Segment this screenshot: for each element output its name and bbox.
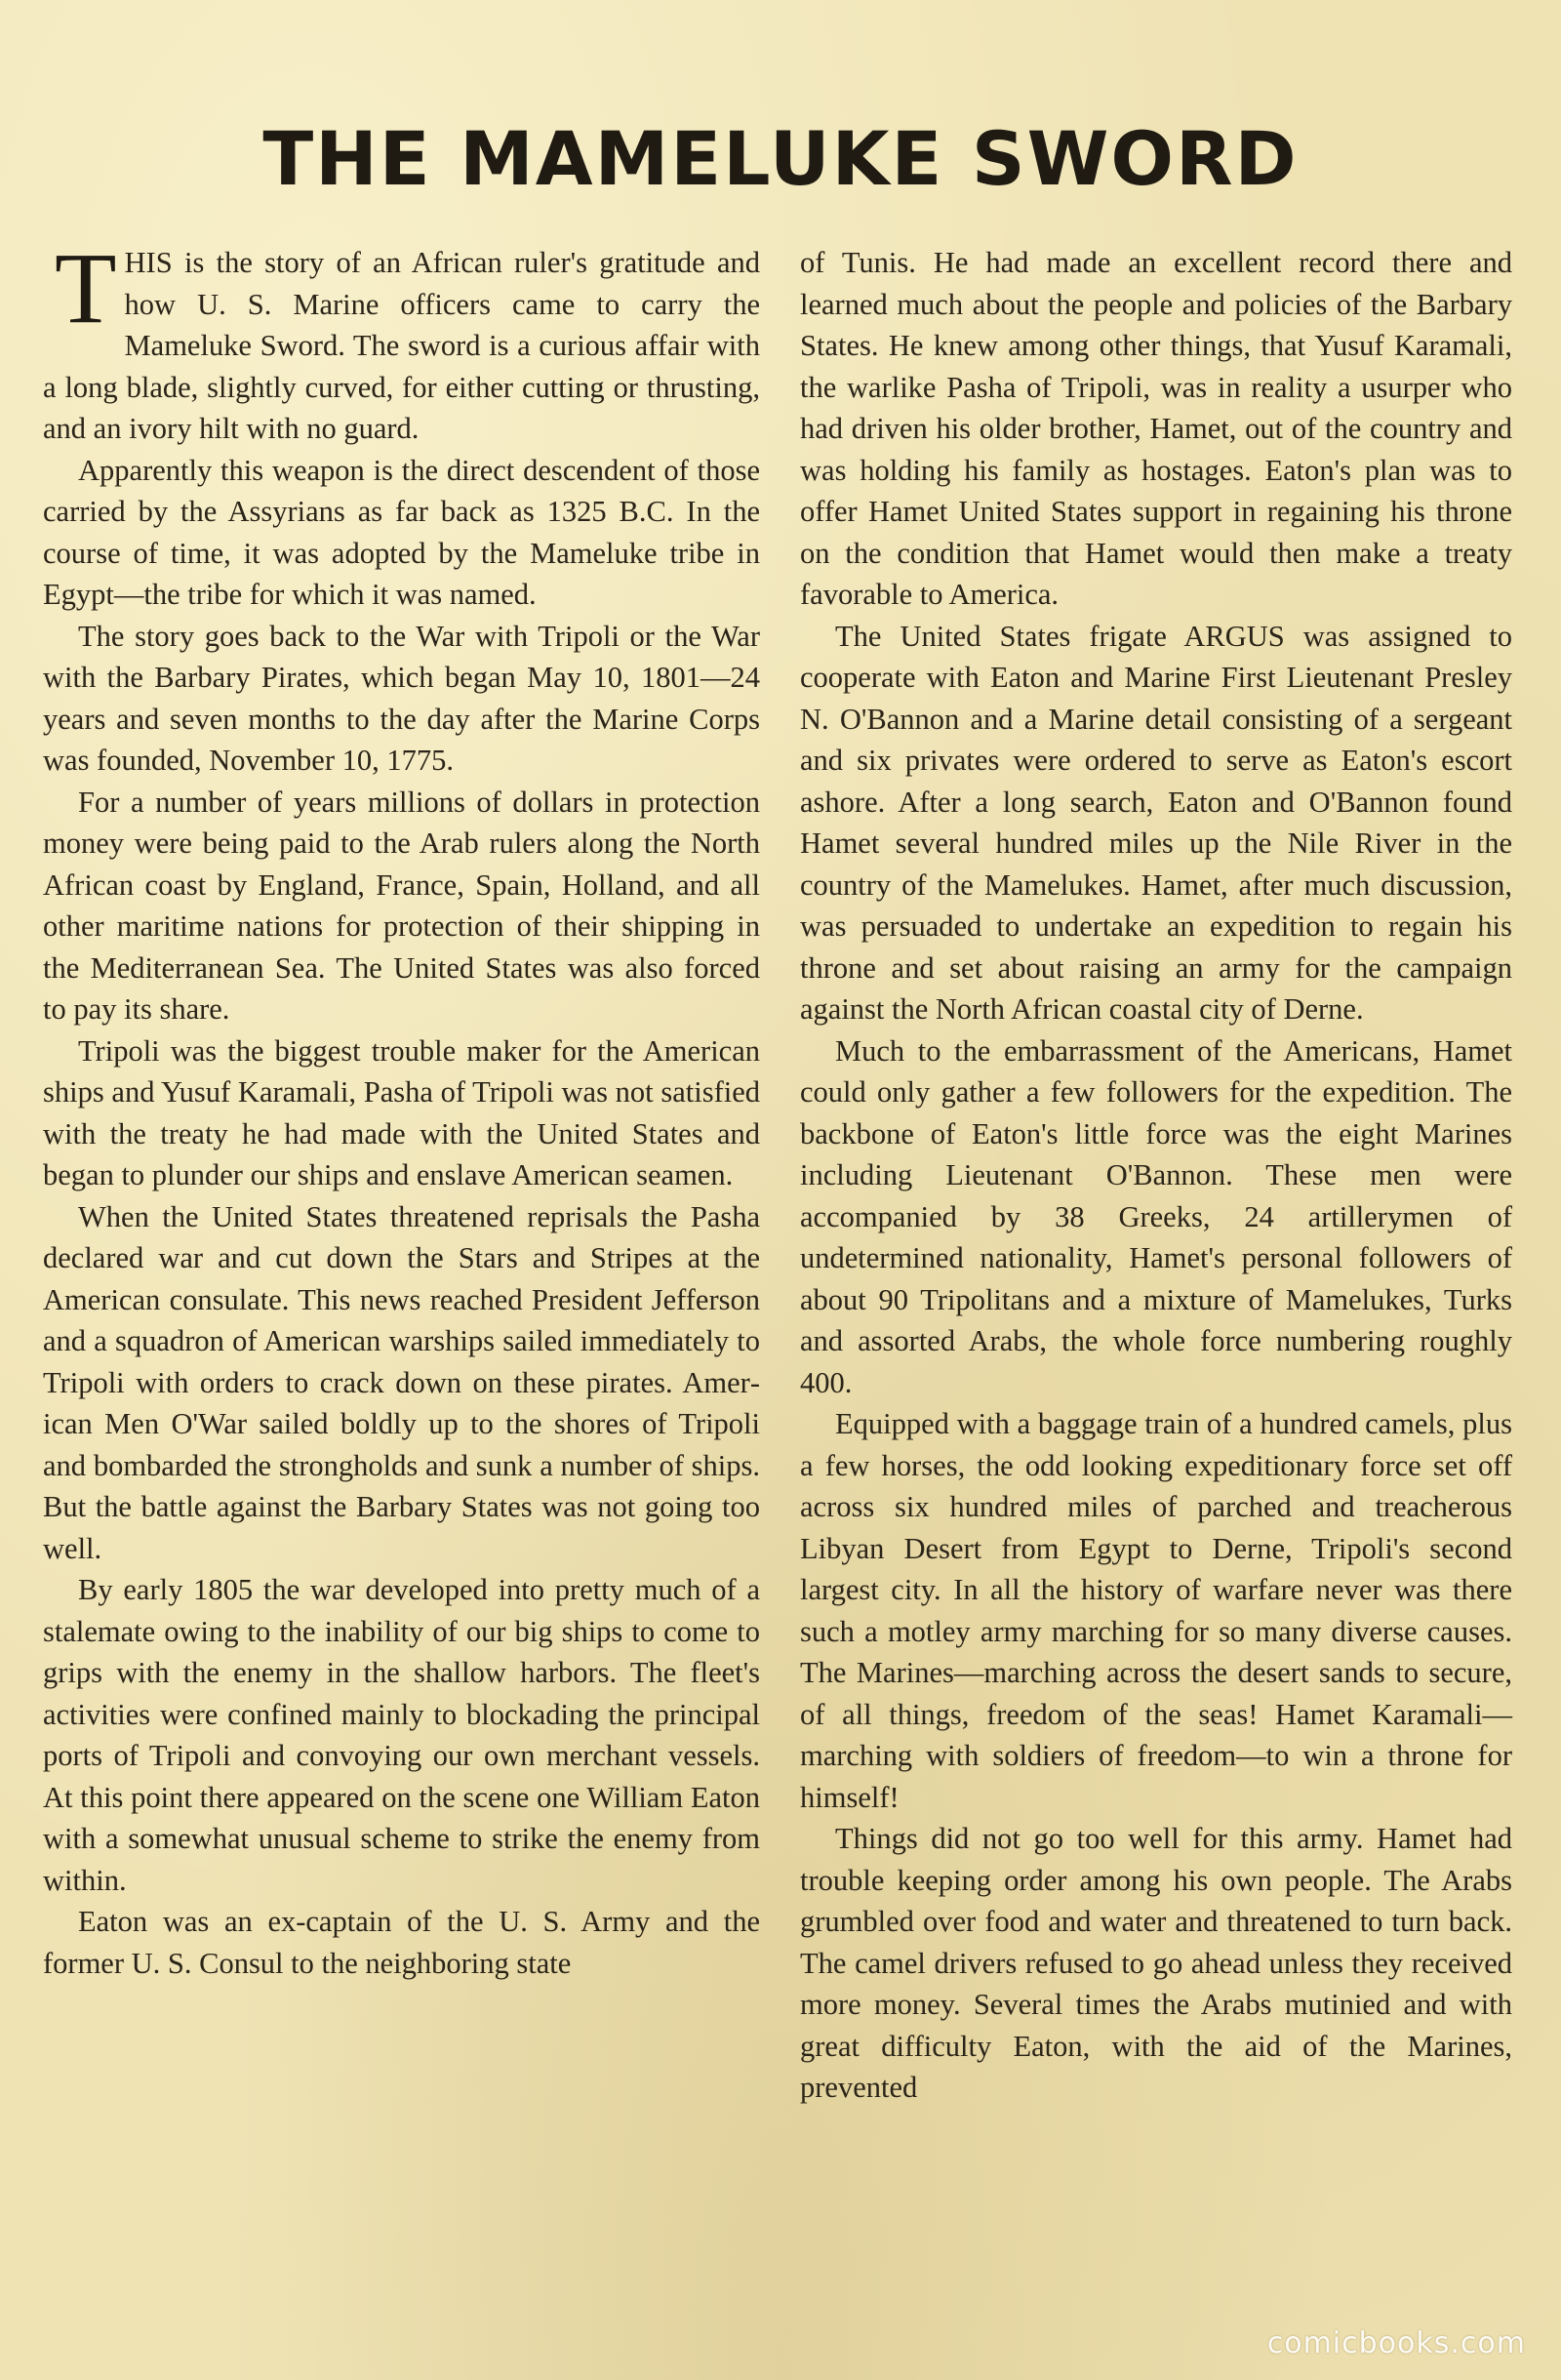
- article-title: THE MAMELUKE SWORD: [262, 115, 1299, 202]
- paragraph: Equipped with a baggage train of a hundred camels, plus a few horses, the odd looking expeditionary force set off across six hundred miles of parched and treacherous Libyan Desert from Egypt to Derne, Tripoli's second largest city. In all the history of warfare never was there such a motley army marching for so many diverse causes. The Marines—marching across the desert sands to secure, of all things, freedom of the seas! Hamet Karamali—marching with soldiers of freedom—to win a throne for himself!: [800, 1407, 1512, 1814]
- left-column: [43, 232, 760, 1984]
- paragraph: By early 1805 the war developed into pretty much of a stalemate owing to the inability of our big ships to come to grips with the enemy in the shallow harbors. The fleet's activities were confined mainly to blockading the principal ports of Tripoli and convoying our own merchant vessels. At this point there appeared on the scene one William Eaton with a somewhat unusual scheme to strike the enemy from within.: [43, 1573, 760, 1897]
- intro-text: HIS is the story of an African ruler's gratitude and how U. S. Marine officers came to carry the Mameluke Sword. The sword is a curious affair with a long blade, slightly curved, for either cutting or thrusting, and an ivory hilt with no guard.: [43, 246, 760, 445]
- right-column: [800, 242, 1512, 2109]
- paragraph: The United States frigate ARGUS was assigned to cooperate with Eaton and Marine First Lieutenant Presley N. O'Bannon and a Marine detail consisting of a sergeant and six privates were ordered to serve as Eaton's escort ashore. After a long search, Eaton and O'Bannon found Hamet several hundred miles up the Nile River in the country of the Mamelukes. Hamet, after much discussion, was persuaded to undertake an expedition to regain his throne and set about raising an army for the campaign against the North African coastal city of Derne.: [800, 619, 1512, 1026]
- paragraph: When the United States threatened reprisals the Pasha declared war and cut down the Stars and Stripes at the American consulate. This news reached President Jefferson and a squadron of American warships sailed immediately to Tripoli with orders to crack down on these pirates. American Men O'War sailed boldly up to the shores of Tripoli and bombarded the strongholds and sunk a number of ships. But the battle against the Barbary States was not going too well.: [43, 1199, 760, 1565]
- drop-cap: T: [55, 232, 117, 344]
- site-watermark: comicbooks.com: [1266, 2326, 1526, 2360]
- paragraph: Much to the embarrassment of the Americans, Hamet could only gather a few followers for the expedition. The backbone of Eaton's little force was the eight Marines including Lieutenant O'Bannon. These men were accompanied by 38 Greeks, 24 artillerymen of undetermined nationality, Hamet's personal followers of about 90 Tripolitans and a mixture of Mamelukes, Turks and assorted Arabs, the whole force numbering roughly 400.: [800, 1033, 1512, 1399]
- paragraph: Tripoli was the biggest trouble maker for the American ships and Yusuf Karamali, Pasha of Tripoli was not satisfied with the treaty he had made with the United States and began to plunder our ships and enslave American seamen.: [43, 1033, 760, 1191]
- paragraph: The story goes back to the War with Tripoli or the War with the Barbary Pirates, which began May 10, 1801—24 years and seven months to the day after the Marine Corps was founded, November 10, 1775.: [43, 619, 760, 777]
- paragraph: Apparently this weapon is the direct descendent of those carried by the Assyrians as far back as 1325 B.C. In the course of time, it was adopted by the Mameluke tribe in Egypt—the tribe for which it was named.: [43, 453, 760, 611]
- continued-paragraph: of Tunis. He had made an excellent record there and learned much about the people and policies of the Barbary States. He knew among other things, that Yusuf Karamali, the warlike Pasha of Tripoli, was in reality a usurper who had driven his older brother, Hamet, out of the country and was holding his family as hostages. Eaton's plan was to offer Hamet United States support in regaining his throne on the condition that Hamet would then make a treaty favorable to America.: [800, 246, 1512, 611]
- paragraph: Things did not go too well for this army. Hamet had trouble keeping order among his own people. The Arabs grumbled over food and water and threatened to turn back. The camel drivers refused to go ahead unless they received more money. Several times the Arabs mutinied and with great difficulty Eaton, with the aid of the Marines, prevented: [800, 1822, 1512, 2104]
- intro-paragraph: [43, 232, 760, 450]
- paragraph: For a number of years millions of dollars in protection money were being paid to the Arab rulers along the North African coast by England, France, Spain, Holland, and all other maritime nations for protection of their shipping in the Mediterranean Sea. The United States was also forced to pay its share.: [43, 785, 760, 1026]
- paragraph: Eaton was an ex-captain of the U. S. Army and the former U. S. Consul to the neighboring state: [43, 1905, 760, 1980]
